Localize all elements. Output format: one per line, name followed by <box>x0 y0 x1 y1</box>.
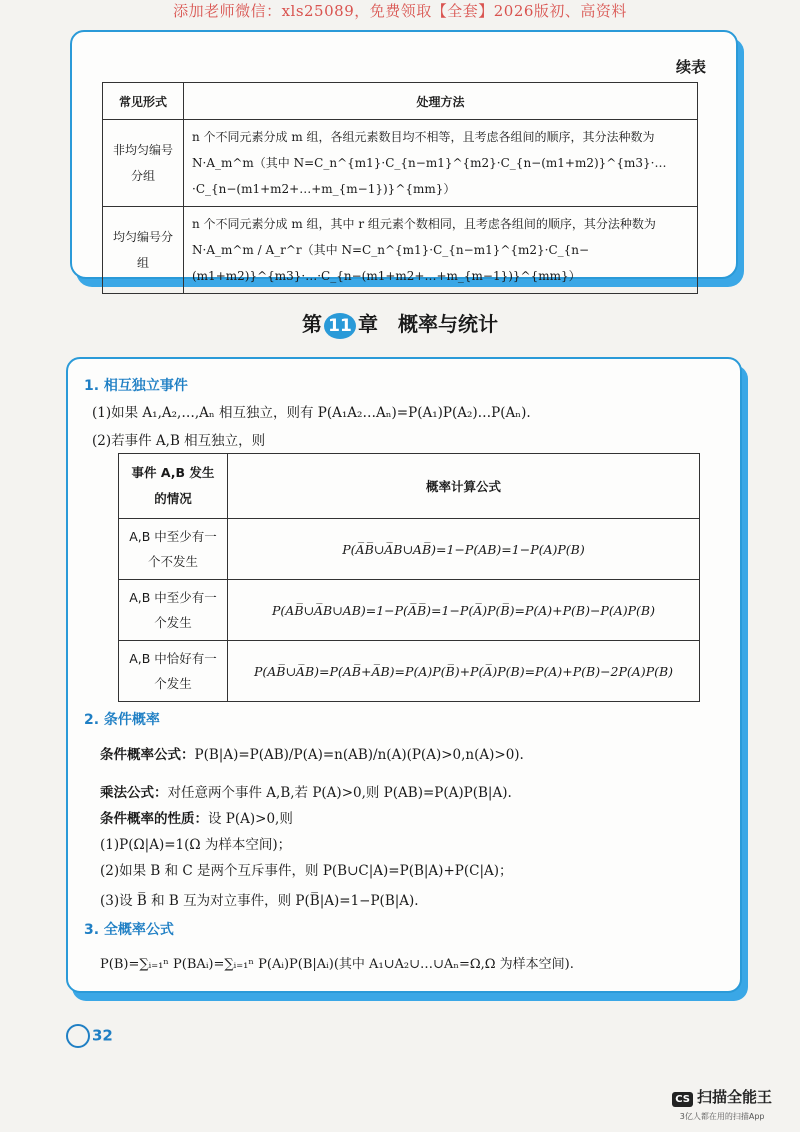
table-cell-method <box>184 120 698 207</box>
table-cell-form: 均匀编号分组 <box>103 207 184 294</box>
page-number <box>66 1024 113 1048</box>
label: 条件概率公式： <box>100 747 195 763</box>
table-row <box>119 580 700 641</box>
formula: P(B)=∑ᵢ₌₁ⁿ P(BAᵢ)=∑ᵢ₌₁ⁿ P(Aᵢ)P(B|Aᵢ)(其中 A₁∪A₂∪…∪Aₙ=Ω,Ω 为样本空间). <box>100 957 574 972</box>
text-line: (2)如果 B 和 C 是两个互斥事件，则 P(B∪C|A)=P(B|A)+P(C|A)； <box>100 863 513 879</box>
scanner-badge <box>672 1086 772 1122</box>
chapter-title: 概率与统计 <box>398 312 498 336</box>
table-cell-formula: P(AB̅∪A̅B∪AB)=1−P(A̅B̅)=1−P(A̅)P(B̅)=P(A)+P(B)−P(A)P(B) <box>228 580 700 641</box>
page-logo-icon <box>66 1024 90 1048</box>
text-line: (1)如果 A₁,A₂,…,Aₙ 相互独立，则有 P(A₁A₂…Aₙ)=P(A₁)P(A₂)…P(Aₙ). <box>92 405 531 421</box>
table-row <box>119 641 700 702</box>
formula: 设 P(A)>0,则 <box>208 811 293 827</box>
scanner-name: 扫描全能王 <box>696 1088 772 1106</box>
section-title: 2. 条件概率 <box>84 712 160 728</box>
text-line: (1)P(Ω|A)=1(Ω 为样本空间)； <box>100 837 292 853</box>
table-cell-case: A,B 中至少有一个发生 <box>119 580 228 641</box>
scanner-logo-icon: CS <box>672 1092 693 1107</box>
label: 条件概率的性质： <box>100 811 208 827</box>
text-line: (3)设 B̅ 和 B 互为对立事件，则 P(B̅|A)=1−P(B|A). <box>100 893 419 909</box>
watermark-text: 添加老师微信：xls25089，免费领取【全套】2026版初、高资料 <box>173 2 627 20</box>
table-cell-form: 非均匀编号分组 <box>103 120 184 207</box>
table-row <box>103 120 698 207</box>
page-number-text: 32 <box>92 1026 113 1045</box>
text-line: (2)若事件 A,B 相互独立，则 <box>92 433 266 449</box>
table-cell-case: A,B 中至少有一个不发生 <box>119 519 228 580</box>
section-title: 1. 相互独立事件 <box>84 378 188 394</box>
continued-label: 续表 <box>675 58 706 76</box>
grouping-table <box>102 82 698 294</box>
table-header: 概率计算公式 <box>228 454 700 519</box>
table-row <box>103 207 698 294</box>
method-formula: N·A_m^m / A_r^r（其中 N=C_n^{m1}·C_{n−m1}^{m2}·C_{n−(m1+m2)}^{m3}·…·C_{n−(m1+m2+…+m_{m−1})}^{mm}） <box>192 243 590 283</box>
text-line <box>100 743 524 763</box>
chapter-prefix: 第 <box>302 312 322 336</box>
chapter-number: 11 <box>324 313 356 339</box>
section-title: 3. 全概率公式 <box>84 922 174 938</box>
table-row <box>119 519 700 580</box>
independent-events-table <box>118 453 700 702</box>
text-line <box>100 781 512 801</box>
table-cell-formula: P(AB̅∪A̅B)=P(AB̅+A̅B)=P(A)P(B̅)+P(A̅)P(B)=P(A)+P(B)−2P(A)P(B) <box>228 641 700 702</box>
table-header: 处理方法 <box>184 83 698 120</box>
formula: 对任意两个事件 A,B,若 P(A)>0,则 P(AB)=P(A)P(B|A). <box>167 785 512 801</box>
text-line <box>100 807 293 827</box>
table-cell-method <box>184 207 698 294</box>
table-header: 事件 A,B 发生的情况 <box>119 454 228 519</box>
previous-table-box <box>70 30 738 283</box>
method-line: n 个不同元素分成 m 组，其中 r 组元素个数相同，且考虑各组间的顺序，其分法种数为 <box>192 217 656 231</box>
table-cell-formula: P(A̅B̅∪A̅B∪AB̅)=1−P(AB)=1−P(A)P(B) <box>228 519 700 580</box>
table-cell-case: A,B 中恰好有一个发生 <box>119 641 228 702</box>
formula: P(B|A)=P(AB)/P(A)=n(AB)/n(A)(P(A)>0,n(A)>0). <box>194 747 524 763</box>
scanner-tagline: 3亿人都在用的扫描App <box>679 1112 765 1121</box>
chapter-suffix: 章 <box>358 312 378 336</box>
chapter-heading <box>0 308 800 339</box>
content-box <box>66 357 742 993</box>
label: 乘法公式： <box>100 785 168 801</box>
method-line: n 个不同元素分成 m 组，各组元素数目均不相等，且考虑各组间的顺序，其分法种数为 <box>192 130 655 144</box>
table-header: 常见形式 <box>103 83 184 120</box>
method-formula: N·A_m^m（其中 N=C_n^{m1}·C_{n−m1}^{m2}·C_{n−(m1+m2)}^{m3}·…·C_{n−(m1+m2+…+m_{m−1})}^{mm}） <box>192 156 667 196</box>
